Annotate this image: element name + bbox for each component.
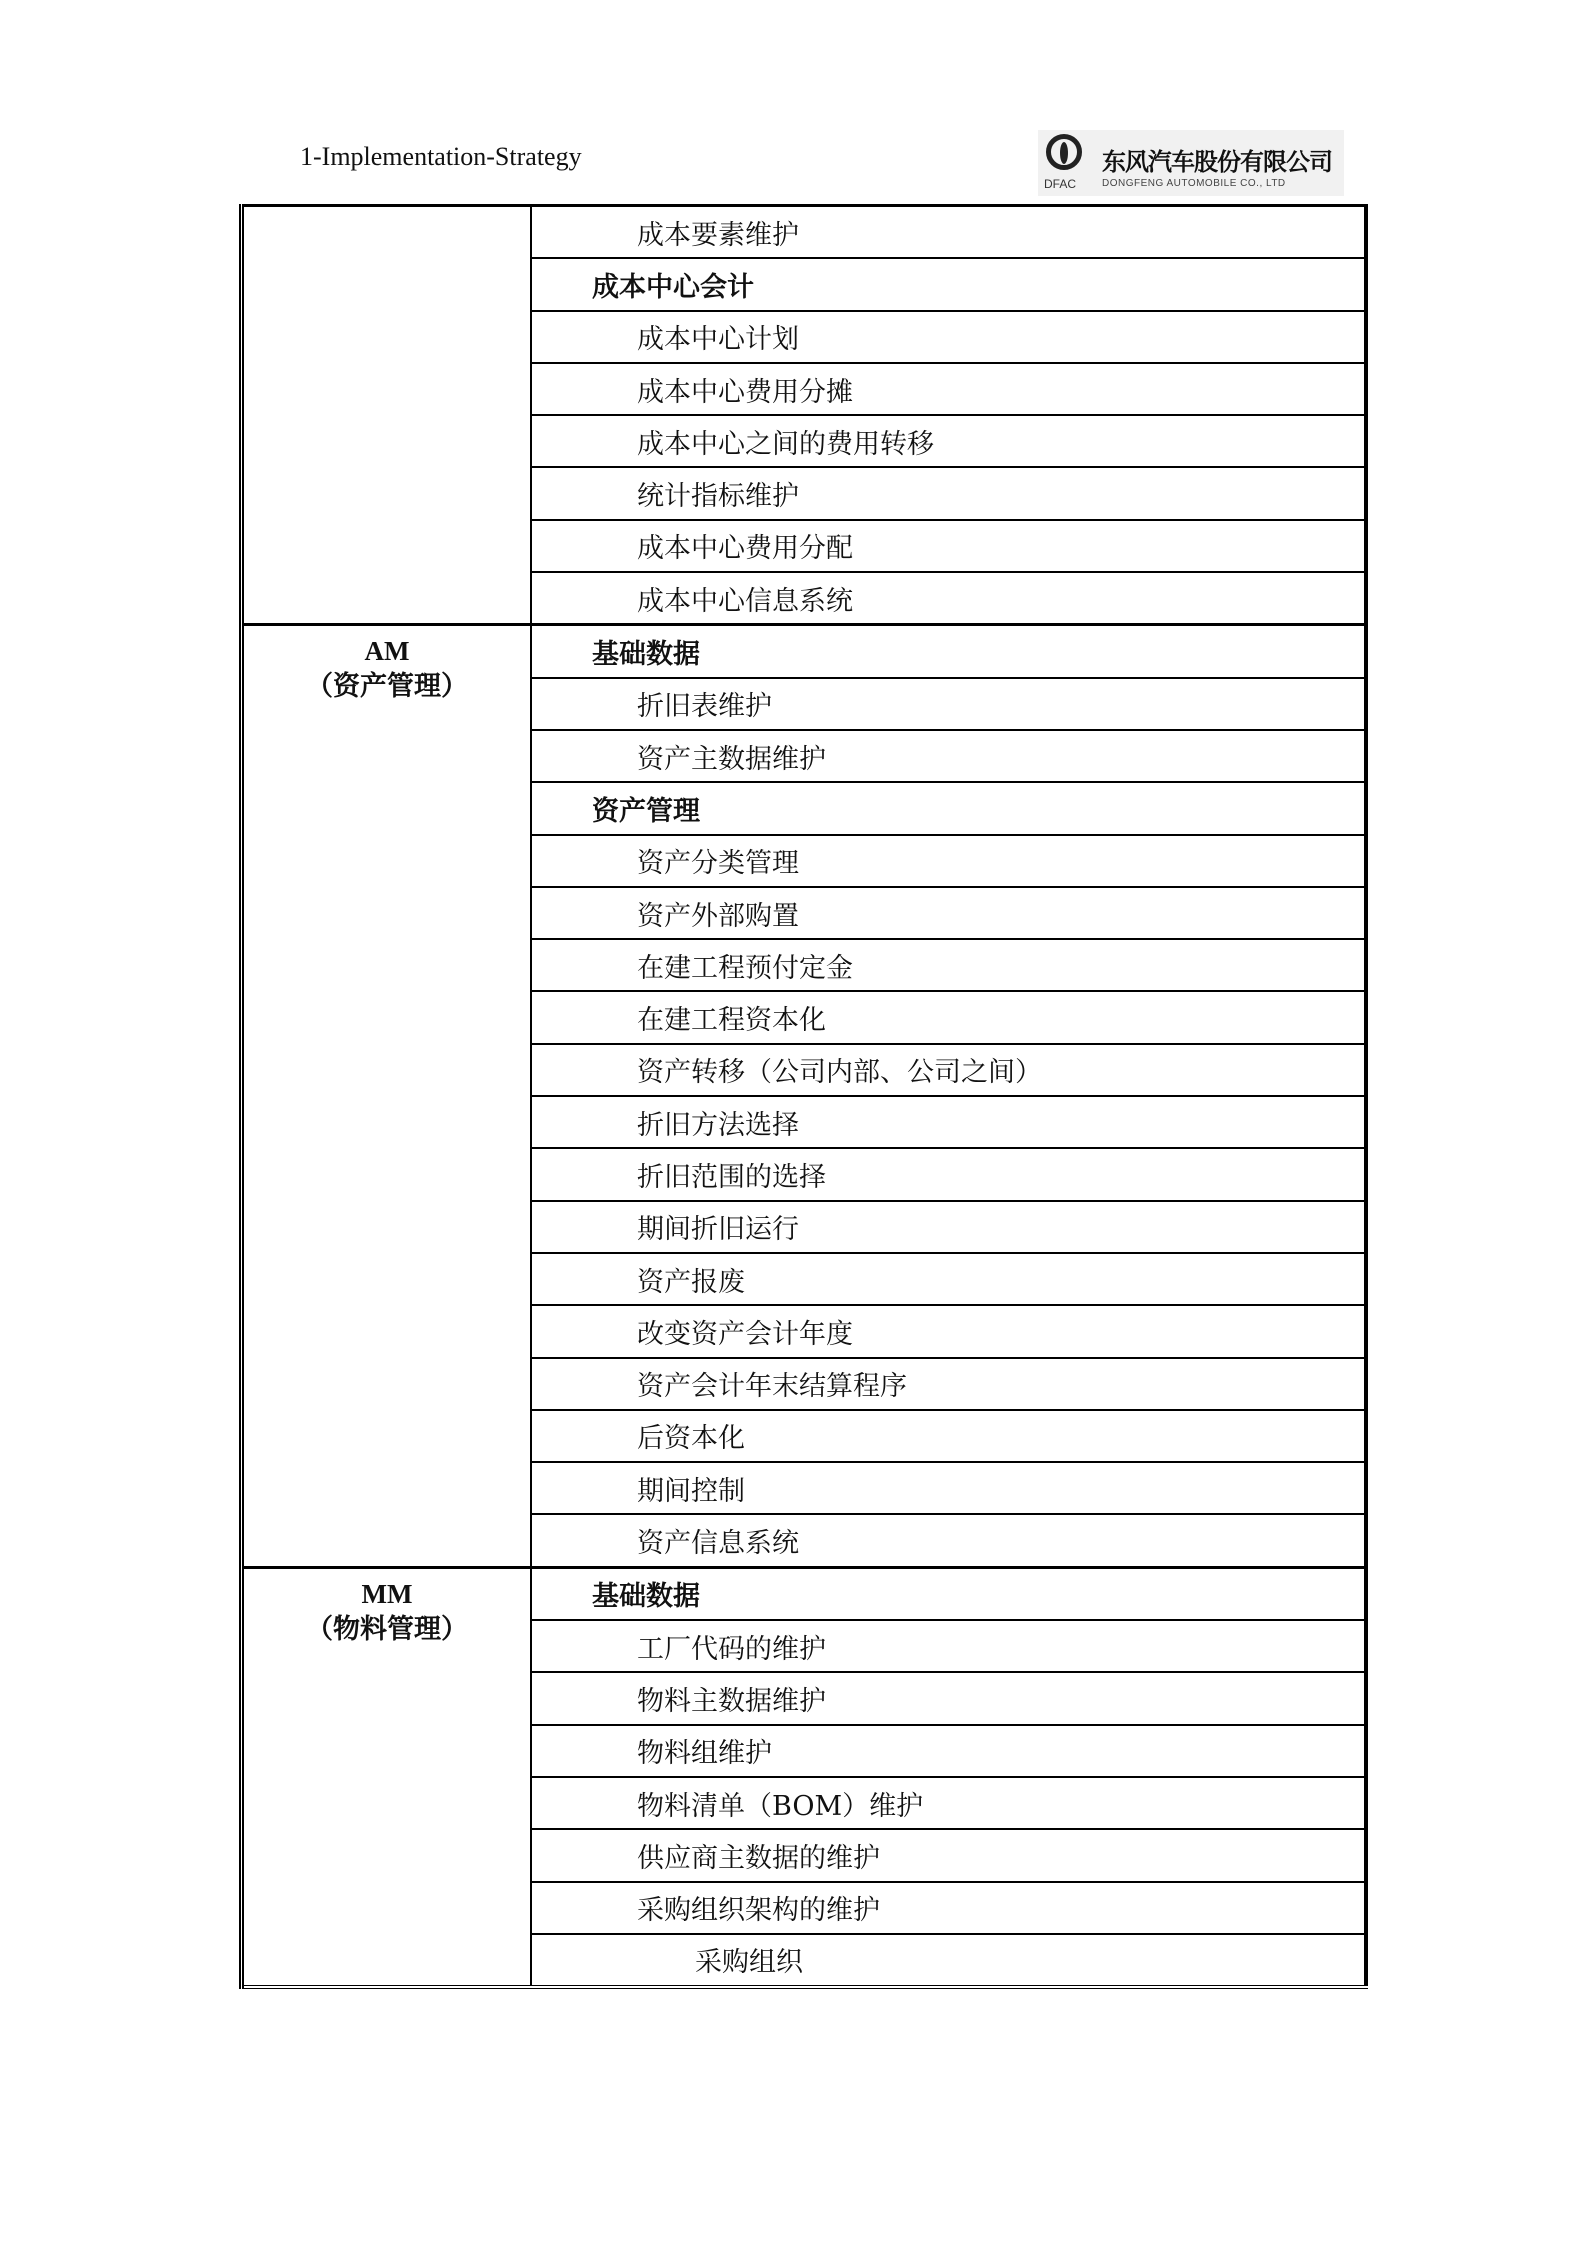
table-row [242,625,1367,678]
function-item: 物料主数据维护 [531,1672,1366,1724]
category-heading: 基础数据 [531,625,1366,678]
function-item: 成本中心信息系统 [531,572,1366,625]
function-item: 期间折旧运行 [531,1201,1366,1253]
function-item: 供应商主数据的维护 [531,1829,1366,1881]
category-heading: 成本中心会计 [531,258,1366,310]
category-heading: 基础数据 [531,1567,1366,1620]
function-item: 成本中心费用分配 [531,520,1366,572]
function-item: 折旧表维护 [531,678,1366,730]
table-row [242,206,1367,259]
function-item: 资产信息系统 [531,1514,1366,1567]
function-item: 在建工程预付定金 [531,939,1366,991]
function-item: 资产会计年末结算程序 [531,1358,1366,1410]
function-item: 统计指标维护 [531,467,1366,519]
category-heading: 资产管理 [531,782,1366,834]
dongfeng-logo-icon [1046,134,1082,170]
function-item: 工厂代码的维护 [531,1620,1366,1672]
document-header-title: 1-Implementation-Strategy [300,142,582,171]
function-item: 资产外部购置 [531,887,1366,939]
logo-abbr: DFAC [1044,177,1077,191]
function-item: 后资本化 [531,1410,1366,1462]
implementation-module-table [239,204,1368,1989]
function-item: 成本中心费用分摊 [531,363,1366,415]
function-item: 成本要素维护 [531,206,1366,259]
module-code: AM [364,636,410,667]
function-item: 物料组维护 [531,1725,1366,1777]
company-logo [1038,130,1344,196]
function-item: 资产主数据维护 [531,730,1366,782]
table-row [242,1567,1367,1620]
function-item: 采购组织架构的维护 [531,1882,1366,1934]
function-item: 改变资产会计年度 [531,1305,1366,1357]
function-item: 资产分类管理 [531,835,1366,887]
function-item: 在建工程资本化 [531,991,1366,1043]
module-name: （资产管理） [306,671,468,703]
logo-name-cn: 东风汽车股份有限公司 [1102,148,1332,176]
function-item: 折旧范围的选择 [531,1148,1366,1200]
module-code: MM [361,1578,413,1609]
logo-name-en: DONGFENG AUTOMOBILE CO., LTD [1102,178,1286,189]
function-item: 成本中心计划 [531,311,1366,363]
module-cell [242,1567,532,1987]
module-cell [242,625,532,1567]
function-item: 资产转移（公司内部、公司之间） [531,1044,1366,1096]
function-item: 采购组织 [531,1934,1366,1987]
module-cell [242,206,532,625]
function-item: 成本中心之间的费用转移 [531,415,1366,467]
function-item: 期间控制 [531,1462,1366,1514]
module-name: （物料管理） [306,1613,468,1645]
function-item: 折旧方法选择 [531,1096,1366,1148]
function-item: 物料清单（BOM）维护 [531,1777,1366,1829]
function-item: 资产报废 [531,1253,1366,1305]
